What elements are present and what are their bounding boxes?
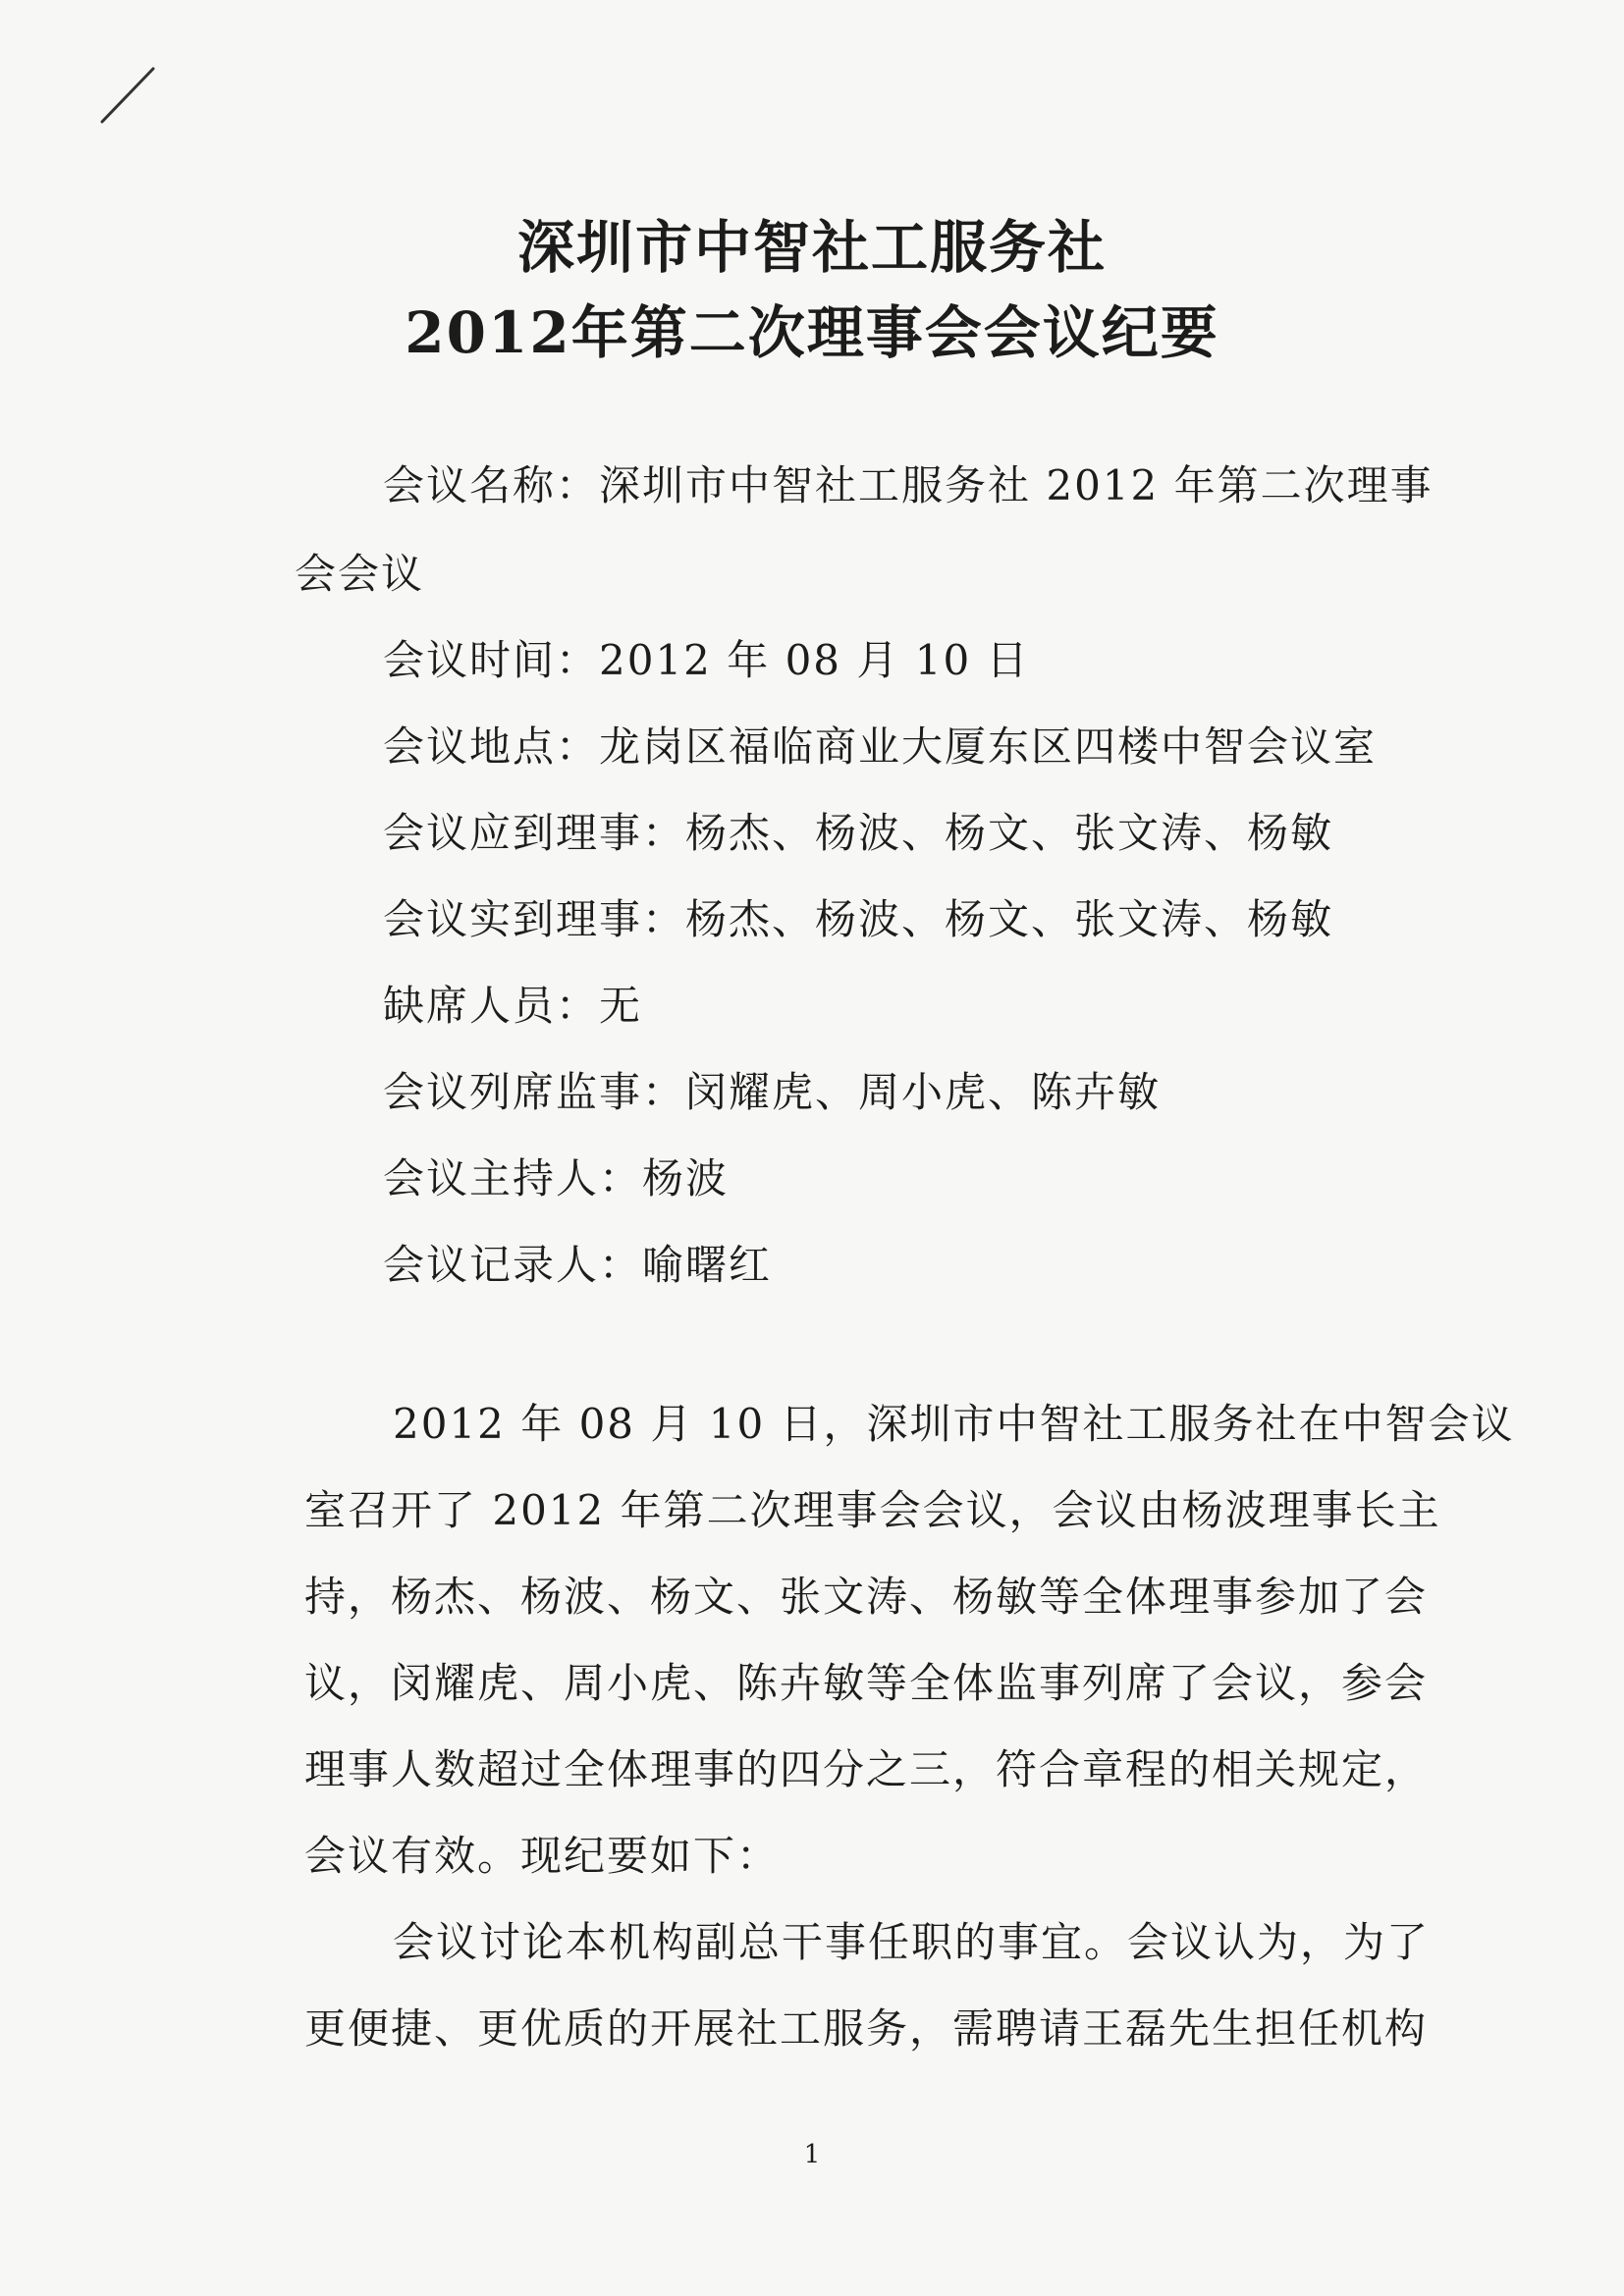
meeting-name-line2: 会会议	[295, 550, 425, 598]
paragraph1-line: 议，闵耀虎、周小虎、陈卉敏等全体监事列席了会议，参会	[304, 1659, 1429, 1707]
paragraph1-line: 会议有效。现纪要如下：	[304, 1832, 781, 1880]
paragraph2-line: 更便捷、更优质的开展社工服务，需聘请王磊先生担任机构	[304, 2004, 1429, 2053]
document-title-line1: 深圳市中智社工服务社	[516, 214, 1107, 281]
meeting-name-line1: 会议名称：深圳市中智社工服务社 2012 年第二次理事	[383, 461, 1434, 509]
pen-stroke-mark	[94, 61, 163, 130]
absent-members: 缺席人员：无	[383, 982, 643, 1030]
paragraph1-line: 理事人数超过全体理事的四分之三，符合章程的相关规定，	[304, 1745, 1429, 1793]
paragraph1-line: 持，杨杰、杨波、杨文、张文涛、杨敏等全体理事参加了会	[304, 1573, 1429, 1621]
expected-directors: 会议应到理事：杨杰、杨波、杨文、张文涛、杨敏	[383, 809, 1334, 857]
meeting-recorder: 会议记录人：喻曙红	[383, 1241, 773, 1289]
attending-supervisors: 会议列席监事：闵耀虎、周小虎、陈卉敏	[383, 1068, 1162, 1116]
present-directors: 会议实到理事：杨杰、杨波、杨文、张文涛、杨敏	[383, 895, 1334, 943]
meeting-time: 会议时间：2012 年 08 月 10 日	[383, 636, 1030, 684]
meeting-host: 会议主持人：杨波	[383, 1154, 730, 1202]
document-title-line2: 2012年第二次理事会会议纪要	[405, 299, 1219, 366]
paragraph1-line: 室召开了 2012 年第二次理事会会议，会议由杨波理事长主	[304, 1486, 1441, 1534]
meeting-place: 会议地点：龙岗区福临商业大厦东区四楼中智会议室	[383, 722, 1378, 771]
page-number: 1	[803, 2140, 821, 2169]
paragraph1-line: 2012 年 08 月 10 日，深圳市中智社工服务社在中智会议	[393, 1400, 1515, 1448]
paragraph2-line: 会议讨论本机构副总干事任职的事宜。会议认为，为了	[393, 1918, 1431, 1966]
